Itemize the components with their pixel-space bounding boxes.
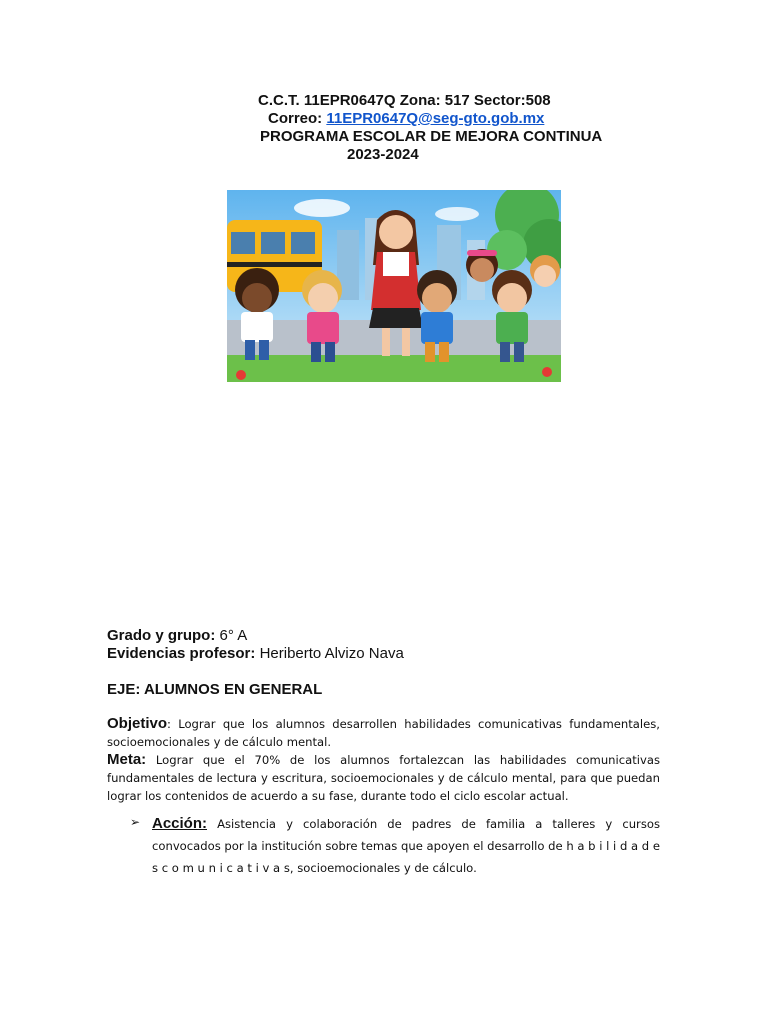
program-year: 2023-2024 — [347, 146, 419, 163]
accion-text: Asistencia y colaboración de padres de familia a talleres y cursos convocados por la institución sobre temas que apoyen el desarrollo de h a b i l i d a d e s c o m u n i c a t i v a s, socioemocionales y de cálculo. — [152, 817, 660, 875]
evidencias-profesor — [107, 645, 404, 663]
meta-text: Lograr que el 70% de los alumnos fortalezcan las habilidades comunicativas fundamentales de lectura y escritura, socioemocionales y de cálculo mental, para que puedan lograr los contenidos de acuerdo a su fase, durante todo el ciclo escolar actual. — [107, 753, 660, 803]
objetivo-paragraph — [107, 715, 660, 751]
school-children-illustration — [227, 190, 561, 382]
evidencias-label: Evidencias profesor: — [107, 645, 256, 662]
correo-line — [268, 110, 544, 128]
correo-label: Correo: — [268, 110, 323, 127]
objetivo-label: Objetivo — [107, 715, 168, 732]
grado-grupo — [107, 627, 247, 645]
objetivo-text: : Lograr que los alumnos desarrollen habilidades comunicativas fundamentales, socioemocionales y de cálculo mental. — [107, 717, 660, 749]
program-title: PROGRAMA ESCOLAR DE MEJORA CONTINUA — [260, 128, 603, 145]
meta-paragraph — [107, 751, 660, 805]
arrow-bullet-icon: ➢ — [130, 815, 141, 829]
accion-paragraph — [152, 813, 660, 879]
eje-heading: EJE: ALUMNOS EN GENERAL — [107, 681, 323, 698]
grado-value: 6° A — [219, 627, 248, 644]
accion-label: Acción: — [152, 815, 208, 832]
evidencias-value: Heriberto Alvizo Nava — [259, 645, 404, 662]
correo-email-link[interactable]: 11EPR0647Q@seg-gto.gob.mx — [326, 110, 545, 127]
cct-line: C.C.T. 11EPR0647Q Zona: 517 Sector:508 — [258, 92, 551, 109]
grado-label: Grado y grupo: — [107, 627, 216, 644]
meta-label: Meta: — [107, 751, 147, 768]
